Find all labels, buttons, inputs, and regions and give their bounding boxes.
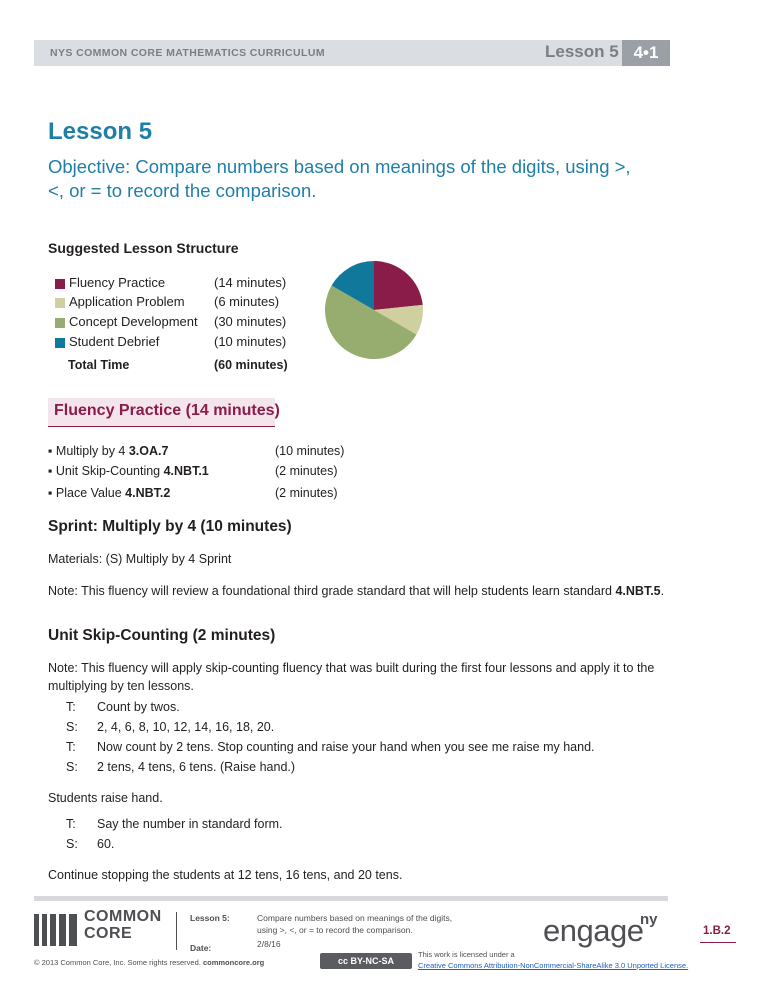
fluency-bullet: ▪ Place Value 4.NBT.2	[48, 486, 171, 500]
skip-mid: Students raise hand.	[48, 791, 163, 805]
legend-time: (6 minutes)	[214, 294, 280, 309]
note-standard: 4.NBT.5	[615, 584, 661, 598]
speaker: S:	[66, 720, 78, 734]
bullet-text: Multiply by 4	[55, 444, 129, 458]
footer-date: 2/8/16	[257, 939, 281, 949]
bullet-standard: 4.NBT.2	[125, 486, 171, 500]
lesson-structure-pie-chart	[322, 258, 426, 362]
fluency-bullet: ▪ Unit Skip-Counting 4.NBT.1	[48, 464, 209, 478]
skip-heading: Unit Skip-Counting (2 minutes)	[48, 627, 276, 644]
page-number-rule	[700, 942, 736, 943]
license-intro: This work is licensed under a	[418, 950, 515, 959]
engage-ny-logo-sup: ny	[640, 911, 658, 928]
sprint-heading: Sprint: Multiply by 4 (10 minutes)	[48, 518, 292, 535]
legend-swatch	[55, 279, 65, 289]
page-title: Lesson 5	[48, 118, 153, 145]
logo-line2: CORE	[84, 925, 133, 942]
skip-note: Note: This fluency will apply skip-counting fluency that was built during the first four lessons and apply it to the multiplying by ten lessons.	[48, 661, 655, 693]
page-number: 1.B.2	[703, 925, 731, 937]
total-time: (60 minutes)	[214, 358, 288, 372]
footer-lesson-desc: Compare numbers based on meanings of the digits,	[257, 913, 453, 923]
footer-rule	[34, 896, 668, 901]
speaker: S:	[66, 837, 78, 851]
dialog-line: Count by twos.	[97, 700, 180, 714]
speaker: T:	[66, 700, 76, 714]
dialog-line: Now count by 2 tens. Stop counting and raise your hand when you see me raise my hand.	[97, 740, 595, 754]
speaker: T:	[66, 817, 76, 831]
footer-date-label: Date:	[190, 943, 212, 953]
speaker: T:	[66, 740, 76, 754]
cc-license-badge-icon: cc BY-NC-SA	[320, 953, 412, 969]
pie-slice-fluency-practice	[374, 261, 423, 310]
copyright-text: © 2013 Common Core, Inc. Some rights reserved.	[34, 958, 201, 967]
sprint-note	[48, 582, 688, 600]
legend-swatch	[55, 338, 65, 348]
common-core-logo-icon	[34, 912, 78, 948]
fluency-bullet: ▪ Multiply by 4 3.OA.7	[48, 444, 169, 458]
dialog-line: Say the number in standard form.	[97, 817, 283, 831]
bullet-time: (10 minutes)	[275, 444, 345, 458]
legend-time: (30 minutes)	[214, 314, 287, 329]
skip-end: Continue stopping the students at 12 tens, 16 tens, and 20 tens.	[48, 868, 403, 882]
curriculum-title: NYS COMMON CORE MATHEMATICS CURRICULUM	[50, 47, 325, 59]
bullet-standard: 4.NBT.1	[163, 464, 209, 478]
speaker: S:	[66, 760, 78, 774]
bullet-time: (2 minutes)	[275, 464, 338, 478]
bullet-text: Unit Skip-Counting	[55, 464, 164, 478]
note-text: Note: This fluency will review a foundational third grade standard that will help students learn standard	[48, 584, 612, 598]
legend-time: (10 minutes)	[214, 334, 287, 349]
legend-time: (14 minutes)	[214, 275, 287, 290]
fluency-heading: Fluency Practice (14 minutes)	[54, 402, 280, 419]
dialog-line: 2 tens, 4 tens, 6 tens. (Raise hand.)	[97, 760, 296, 774]
footer-divider	[176, 912, 177, 950]
legend-swatch	[55, 298, 65, 308]
legend-label: Concept Development	[69, 314, 198, 329]
footer-lesson-desc: using >, <, or = to record the comparison.	[257, 925, 413, 935]
logo-line1: COMMON	[84, 908, 162, 925]
copyright-site: commoncore.org	[202, 958, 265, 967]
footer-lesson-label: Lesson 5:	[190, 913, 230, 923]
legend-label: Student Debrief	[69, 334, 160, 349]
legend-label: Application Problem	[69, 294, 185, 309]
dialog-line: 2, 4, 6, 8, 10, 12, 14, 16, 18, 20.	[97, 720, 275, 734]
legend-label: Fluency Practice	[69, 275, 166, 290]
dialog-line: 60.	[97, 837, 115, 851]
total-label: Total Time	[68, 358, 130, 372]
module-badge: 4•1	[622, 40, 670, 66]
common-core-logo	[84, 908, 162, 942]
header-lesson: Lesson 5	[545, 42, 619, 61]
sprint-materials: Materials: (S) Multiply by 4 Sprint	[48, 552, 232, 566]
structure-heading: Suggested Lesson Structure	[48, 240, 239, 256]
license-link[interactable]: Creative Commons Attribution-NonCommercial-ShareAlike 3.0 Unported License.	[418, 961, 689, 970]
objective: Objective: Compare numbers based on meanings of the digits, using >, <, or = to record the comparison.	[48, 156, 631, 201]
bullet-time: (2 minutes)	[275, 486, 338, 500]
bullet-standard: 3.OA.7	[128, 444, 169, 458]
bullet-text: Place Value	[55, 486, 126, 500]
note-end: .	[660, 584, 665, 598]
legend-swatch	[55, 318, 65, 328]
engage-ny-logo: engage	[543, 913, 644, 948]
footer-copyright	[34, 958, 264, 967]
